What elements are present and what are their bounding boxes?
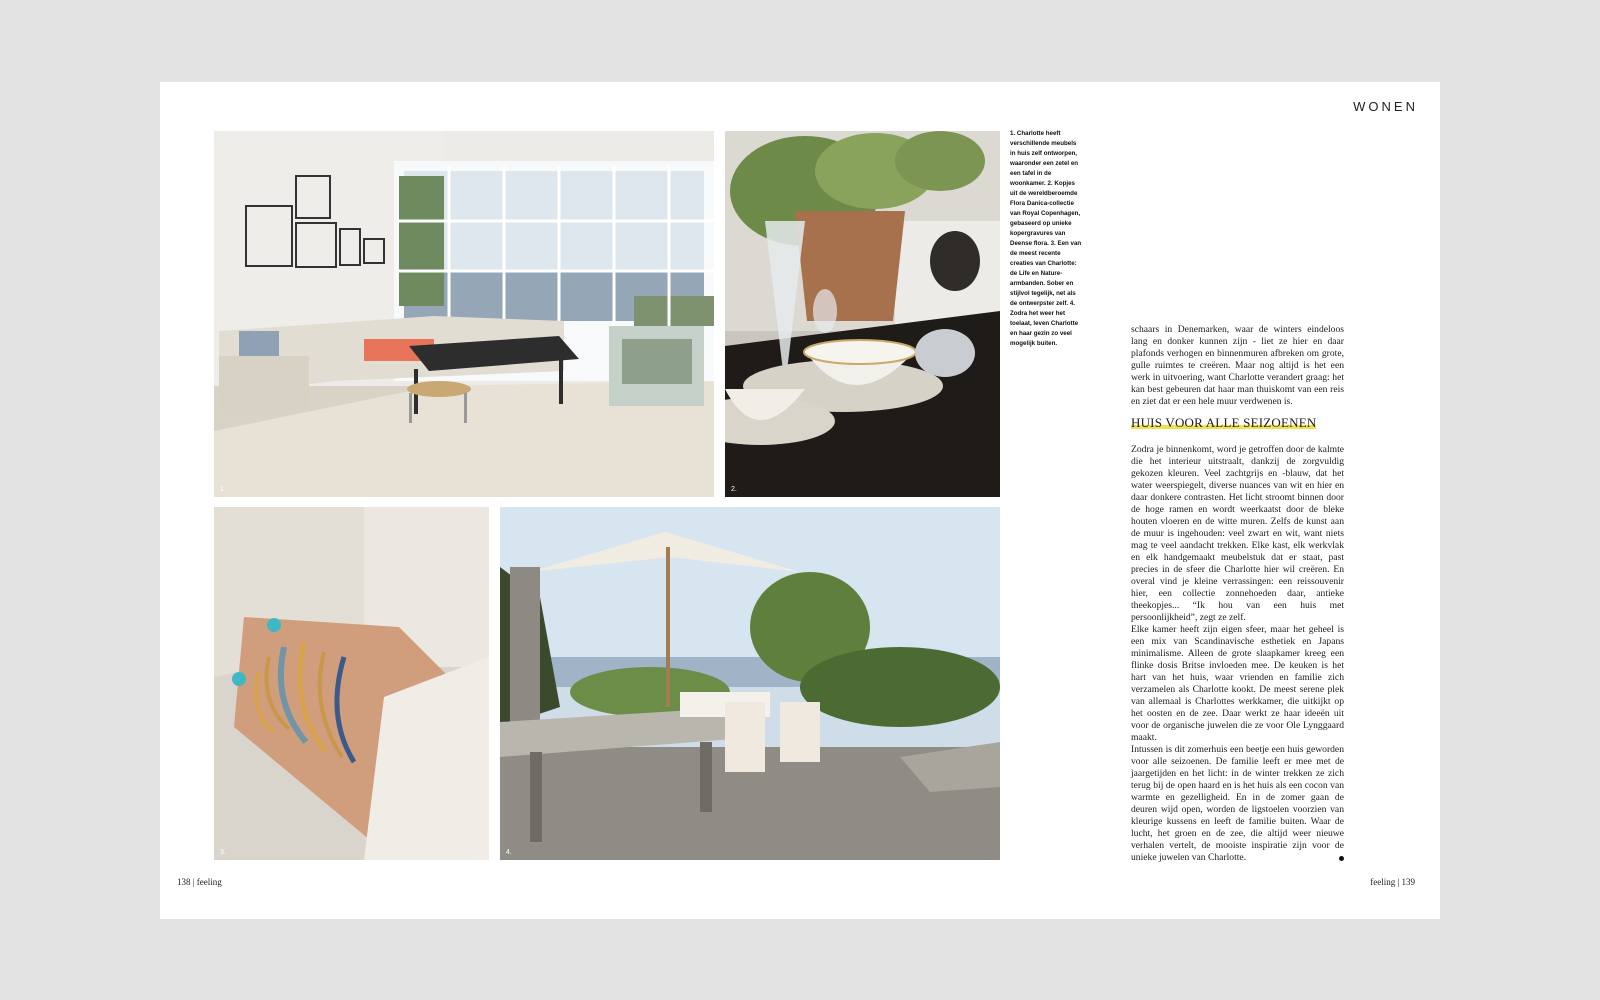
body-paragraph xyxy=(1131,744,1344,864)
photo-bracelets xyxy=(214,507,489,860)
photo-terrace xyxy=(500,507,1000,860)
section-label: WONEN xyxy=(1353,99,1418,114)
section-heading xyxy=(1131,415,1361,431)
magazine-spread xyxy=(160,82,1440,919)
folio-right: feeling | 139 xyxy=(1370,877,1415,887)
photo-number: 3. xyxy=(220,849,226,856)
photo-number: 2. xyxy=(731,486,737,493)
body-paragraph: Elke kamer heeft zijn eigen sfeer, maar het geheel is een mix van Scandinavische esthetiek en Japans minimalisme. Alleen de grote slaapkamer kreeg een flinke dosis Britse invloeden mee. De keuken is het hart van het huis, waar vrienden en familie zich verzamelen als Charlotte kookt. De meest serene plek van allemaal is Charlottes werkkamer, die uitkijkt op het oosten en de zee. Daar werkt ze haar ideeën uit voor de organische juwelen die ze voor Ole Lynggaard maakt. xyxy=(1131,624,1344,743)
photo-teacups xyxy=(725,131,1000,497)
body-paragraph: schaars in Denemarken, waar de winters eindeloos lang en donker kunnen zijn - liet ze hier en daar plafonds verhogen en binnenmuren afbreken om grote, gulle ruimtes te creëren. Maar nog altijd is het een werk in uitvoering, want Charlotte verandert graag: het kan best gebeuren dat haar man thuiskomt van een reis en ziet dat er een hele muur verdwenen is. xyxy=(1131,324,1344,407)
article-column-top xyxy=(1131,324,1344,408)
photo-number: 4. xyxy=(506,849,512,856)
photo-living-room xyxy=(214,131,714,497)
body-paragraph: Zodra je binnenkomt, word je getroffen door de kalmte die het interieur uitstraalt, dankzij de zorgvuldig gekozen kleuren. Veel zachtgrijs en -blauw, dat het water weerspiegelt, diverse nuances van wit en hier en daar donkere contrasten. Het licht stroomt binnen door de hoge ramen en wordt weerkaatst door de bleke houten vloeren en de witte muren. Zelfs de kunst aan de muur is ingehouden: veel zwart en wit, want niets mag te veel aandacht trekken. Elke kast, elk werkvlak en elk handgemaakt meubelstuk dat er staat, past precies in de sfeer die Charlotte hier wil creëren. En overal vind je kleine verrassingen: een reissouvenir hier, een collectie zonnehoeden daar, antieke theekopjes... “Ik hou van een huis met persoonlijkheid”, zegt ze zelf. xyxy=(1131,444,1344,623)
section-heading-text: HUIS VOOR ALLE SEIZOENEN xyxy=(1131,415,1317,430)
end-mark-icon xyxy=(1339,856,1344,861)
article-column-main xyxy=(1131,444,1344,864)
photo-number: 1. xyxy=(220,486,226,493)
body-paragraph-text: Intussen is dit zomerhuis een beetje een huis geworden voor alle seizoenen. De familie leeft er mee met de jaargetijden en het licht: in de winter trekken ze zich terug bij de open haard en is het huis als een cocon van warmte en gezelligheid. En in de zomer gaan de deuren wijd open, worden de ligstoelen voorzien van kleurige kussens en leeft de familie buiten. Waar de lucht, het groen en de zee, die altijd weer nieuwe verhalen vertelt, de mooiste inspiratie zijn voor de unieke juwelen van Charlotte. xyxy=(1131,744,1344,863)
photo-caption: 1. Charlotte heeft verschillende meubels in huis zelf ontworpen, waaronder een zetel en een tafel in de woonkamer. 2. Kopjes uit de wereldberoemde Flora Danica-collectie van Royal Copenhagen, gebaseerd op unieke kopergravures van Deense flora. 3. Een van de meest recente creaties van Charlotte: de Life en Nature-armbanden. Sober en stijlvol tegelijk, net als de ontwerpster zelf. 4. Zodra het weer het toelaat, leven Charlotte en haar gezin zo veel mogelijk buiten. xyxy=(1010,130,1082,347)
folio-left: 138 | feeling xyxy=(177,877,222,887)
